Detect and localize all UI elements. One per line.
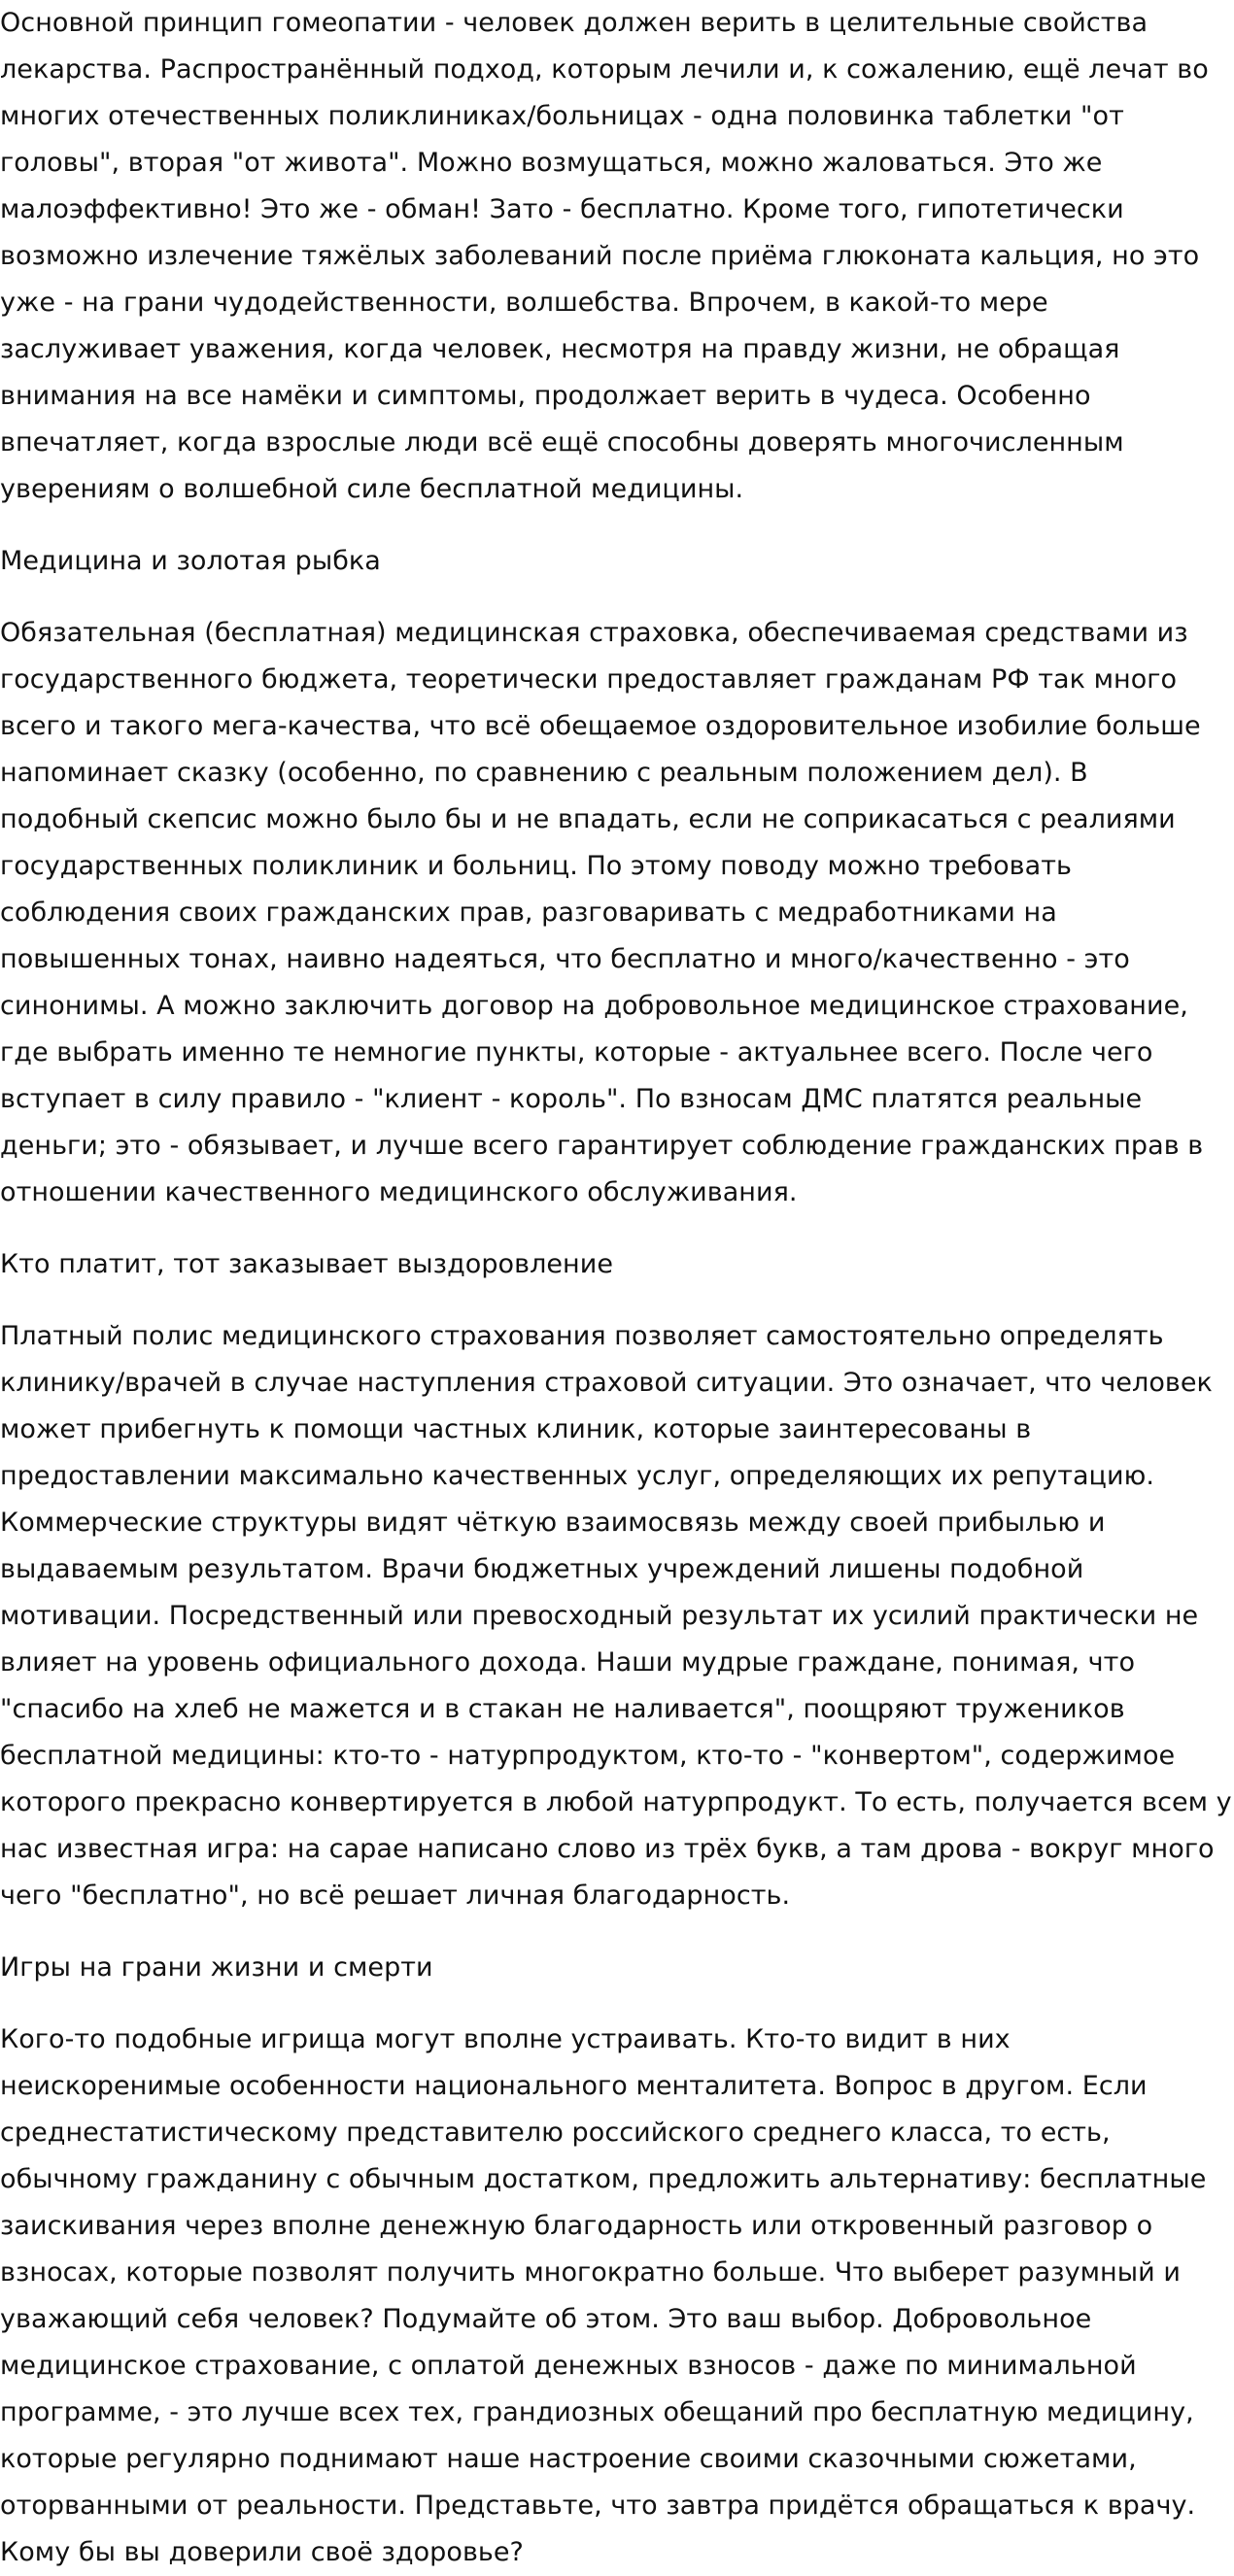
section-heading-who-pays: Кто платит, тот заказывает выздоровление (0, 1249, 614, 1279)
section-heading-games-life-death: Игры на грани жизни и смерти (0, 1952, 433, 1983)
paragraph-conclusion: Кого-то подобные игрища могут вполне устраивать. Кто-то видит в них неискоренимые особенности национального менталитета. Вопрос в другом. Если среднестатистическому представителю российского среднего класса, то есть, обычному гражданину с обычным достатком, предложить альтернативу: бесплатные заискивания через вполне денежную благодарность или откровенный разговор о взносах, которые позволят получить многократно больше. Что выберет разумный и уважающий себя человек? Подумайте об этом. Это ваш выбор. Добровольное медицинское страхование, с оплатой денежных взносов - даже по минимальной программе, - это лучше всех тех, грандиозных обещаний про бесплатную медицину, которые регулярно поднимают наше настроение своими сказочными сюжетами, оторванными от реальности. Представьте, что завтра придётся обращаться к врачу. Кому бы вы доверили своё здоровье? (0, 2024, 1207, 2567)
paragraph-oms-dms: Обязательная (бесплатная) медицинская страховка, обеспечиваемая средствами из государственного бюджета, теоретически предоставляет гражданам РФ так много всего и такого мега-качества, что всё обещаемое оздоровительное изобилие больше напоминает сказку (особенно, по сравнению с реальным положением дел). В подобный скепсис можно было бы и не впадать, если не соприкасаться с реалиями государственных поликлиник и больниц. По этому поводу можно требовать соблюдения своих гражданских прав, разговаривать с медработниками на повышенных тонах, наивно надеяться, что бесплатно и много/качественно - это синонимы. А можно заключить договор на добровольное медицинское страхование, где выбрать именно те немногие пункты, которые - актуальнее всего. После чего вступает в силу правило - "клиент - король". По взносам ДМС платятся реальные деньги; это - обязывает, и лучше всего гарантирует соблюдение гражданских прав в отношении качественного медицинского обслуживания. (0, 618, 1204, 1207)
section-heading-medicine-goldfish: Медицина и золотая рыбка (0, 546, 381, 576)
paragraph-paid-policy: Платный полис медицинского страхования позволяет самостоятельно определять клинику/врачей в случае наступления страховой ситуации. Это означает, что человек может прибегнуть к помощи частных клиник, которые заинтересованы в предоставлении максимально качественных услуг, определяющих их репутацию. Коммерческие структуры видят чёткую взаимосвязь между своей прибылью и выдаваемым результатом. Врачи бюджетных учреждений лишены подобной мотивации. Посредственный или превосходный результат их усилий практически не влияет на уровень официального дохода. Наши мудрые граждане, понимая, что "спасибо на хлеб не мажется и в стакан не наливается", поощряют тружеников бесплатной медицины: кто-то - натурпродуктом, кто-то - "конвертом", содержимое которого прекрасно конвертируется в любой натурпродукт. То есть, получается всем у нас известная игра: на сарае написано слово из трёх букв, а там дрова - вокруг много чего "бесплатно", но всё решает личная благодарность. (0, 1321, 1232, 1911)
intro-paragraph: Основной принцип гомеопатии - человек должен верить в целительные свойства лекарства. Распространённый подход, которым лечили и, к сожалению, ещё лечат во многих отечественных поликлиниках/больницах - одна половинка таблетки "от головы", вторая "от живота". Можно возмущаться, можно жаловаться. Это же малоэффективно! Это же - обман! Зато - бесплатно. Кроме того, гипотетически возможно излечение тяжёлых заболеваний после приёма глюконата кальция, но это уже - на грани чудодейственности, волшебства. Впрочем, в какой-то мере заслуживает уважения, когда человек, несмотря на правду жизни, не обращая внимания на все намёки и симптомы, продолжает верить в чудеса. Особенно впечатляет, когда взрослые люди всё ещё способны доверять многочисленным уверениям о волшебной силе бесплатной медицины. (0, 8, 1209, 504)
